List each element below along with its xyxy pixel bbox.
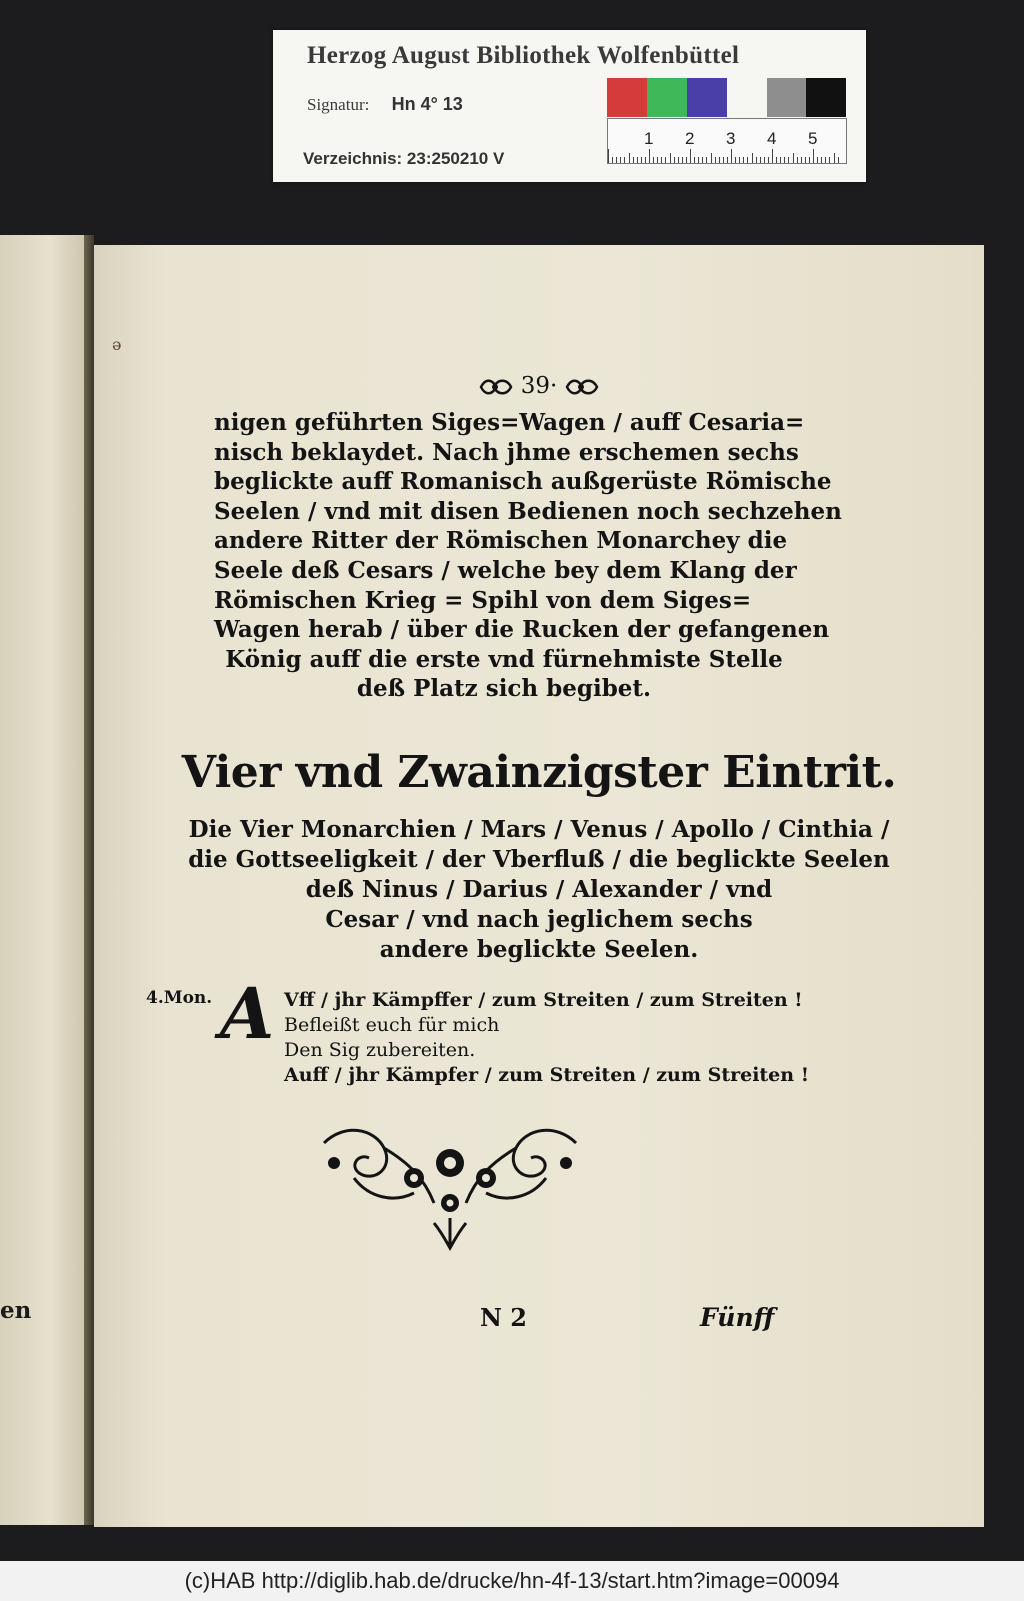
book-page bbox=[94, 245, 984, 1527]
ruler-tick bbox=[637, 157, 638, 163]
ruler-tick bbox=[801, 157, 802, 163]
page-number: 39 bbox=[520, 373, 550, 399]
header-ornament-left-icon bbox=[479, 377, 513, 397]
ruler-tick bbox=[641, 157, 642, 163]
copyright-footer: (c)HAB http://diglib.hab.de/drucke/hn-4f-13/start.htm?image=00094 bbox=[0, 1561, 1024, 1601]
floral-ornament-icon bbox=[314, 1123, 586, 1253]
ruler-tick bbox=[764, 157, 765, 163]
ruler-tick bbox=[723, 157, 724, 163]
verse-line: Vff / jhr Kämpffer / zum Streiten / zum Streiten ! bbox=[284, 989, 803, 1011]
ruler-tick bbox=[838, 157, 839, 163]
color-swatch bbox=[607, 78, 647, 117]
cast-line: die Gottseeligkeit / der Vberfluß / die beglickte Seelen bbox=[188, 846, 890, 873]
ruler-tick bbox=[608, 149, 609, 163]
ruler-tick bbox=[743, 157, 744, 163]
cast-line: deß Ninus / Darius / Alexander / vnd bbox=[305, 876, 773, 903]
ruler-tick bbox=[821, 157, 822, 163]
body-line: König auff die erste vnd fürnehmiste Stelle bbox=[225, 645, 783, 673]
ruler-tick bbox=[715, 157, 716, 163]
ruler-tick bbox=[719, 157, 720, 163]
left-page-edge bbox=[0, 235, 84, 1525]
ruler-tick bbox=[698, 157, 699, 163]
ruler-tick bbox=[731, 149, 732, 163]
ruler-tick bbox=[633, 157, 634, 163]
section-title: Vier vnd Zwainzigster Eintrit. bbox=[181, 747, 897, 798]
ruler-tick bbox=[797, 157, 798, 163]
ruler-tick bbox=[670, 153, 671, 163]
book-gutter bbox=[84, 235, 94, 1525]
ruler-tick bbox=[690, 149, 691, 163]
ruler-number: 3 bbox=[726, 129, 736, 148]
signatur-value: Hn 4° 13 bbox=[391, 94, 463, 114]
ruler-tick bbox=[825, 157, 826, 163]
ruler-tick bbox=[653, 157, 654, 163]
ruler-tick bbox=[624, 157, 625, 163]
ruler-tick bbox=[686, 157, 687, 163]
ruler-tick bbox=[813, 149, 814, 163]
ruler-tick bbox=[834, 153, 835, 163]
decorated-initial: A bbox=[219, 972, 275, 1055]
ruler-tick bbox=[682, 157, 683, 163]
verse-line: Befleißt euch für mich bbox=[284, 1014, 500, 1036]
ruler-tick bbox=[784, 157, 785, 163]
page-header: 39· bbox=[94, 373, 984, 399]
ruler-tick bbox=[620, 157, 621, 163]
body-line: Römischen Krieg = Spihl von dem Siges= bbox=[214, 586, 752, 614]
body-line: deß Platz sich begibet. bbox=[356, 675, 652, 703]
ruler-tick bbox=[739, 157, 740, 163]
ruler-tick bbox=[678, 157, 679, 163]
ruler-tick bbox=[612, 157, 613, 163]
ruler-tick bbox=[702, 157, 703, 163]
ruler-tick bbox=[665, 157, 666, 163]
cast-line: andere beglickte Seelen. bbox=[379, 936, 699, 963]
header-ornament-right-icon bbox=[565, 377, 599, 397]
left-page-fragment: en bbox=[0, 1297, 32, 1324]
ruler-tick bbox=[674, 157, 675, 163]
ruler-tick bbox=[809, 157, 810, 163]
ruler-tick bbox=[805, 157, 806, 163]
signatur-line bbox=[307, 94, 463, 115]
speaker-label: 4.Mon. bbox=[146, 988, 213, 1008]
library-name: Herzog August Bibliothek Wolfenbüttel bbox=[307, 42, 740, 69]
body-line: andere Ritter der Römischen Monarchey die bbox=[214, 527, 788, 555]
color-swatch bbox=[647, 78, 687, 117]
signature-mark: N 2 bbox=[480, 1303, 527, 1332]
ruler-tick bbox=[661, 157, 662, 163]
color-swatch bbox=[767, 78, 807, 117]
body-line: Seelen / vnd mit disen Bedienen noch sechzehen bbox=[214, 497, 842, 525]
ruler-tick bbox=[829, 157, 830, 163]
signatur-label: Signatur: bbox=[307, 95, 370, 114]
cast-list bbox=[94, 815, 984, 965]
verse bbox=[284, 988, 809, 1088]
ruler-number: 1 bbox=[644, 129, 654, 148]
body-line: Wagen herab / über die Rucken der gefangenen bbox=[214, 616, 830, 644]
body-line: beglickte auff Romanisch außgerüste Römische bbox=[214, 468, 832, 496]
ruler-tick bbox=[780, 157, 781, 163]
ruler-tick bbox=[616, 157, 617, 163]
verse-line: Den Sig zubereiten. bbox=[284, 1039, 476, 1061]
ruler-tick bbox=[752, 153, 753, 163]
ruler-tick bbox=[772, 149, 773, 163]
ruler-number: 5 bbox=[808, 129, 818, 148]
color-calibration-strip bbox=[607, 78, 845, 117]
ruler-tick bbox=[817, 157, 818, 163]
ruler-tick bbox=[706, 157, 707, 163]
verzeichnis-number: Verzeichnis: 23:250210 V bbox=[303, 149, 505, 168]
body-line: nigen geführten Siges=Wagen / auff Cesaria= bbox=[214, 409, 805, 436]
verse-line: Auff / jhr Kämpfer / zum Streiten / zum Streiten ! bbox=[284, 1064, 810, 1086]
ruler-tick bbox=[694, 157, 695, 163]
ruler-tick bbox=[776, 157, 777, 163]
ruler-tick bbox=[788, 157, 789, 163]
ruler-tick bbox=[629, 153, 630, 163]
margin-mark: ə bbox=[112, 335, 122, 354]
ruler-tick bbox=[735, 157, 736, 163]
ruler-number: 2 bbox=[685, 129, 695, 148]
ruler-tick bbox=[727, 157, 728, 163]
scale-ruler bbox=[607, 118, 847, 164]
catchword: Fünff bbox=[700, 1303, 775, 1332]
ruler-number: 4 bbox=[767, 129, 777, 148]
ruler-tick bbox=[711, 153, 712, 163]
body-line: nisch beklaydet. Nach jhme erschemen sechs bbox=[214, 438, 799, 466]
cast-line: Cesar / vnd nach jeglichem sechs bbox=[325, 906, 753, 933]
ruler-tick bbox=[793, 153, 794, 163]
body-line: Seele deß Cesars / welche bey dem Klang der bbox=[214, 556, 797, 584]
ruler-tick bbox=[645, 157, 646, 163]
body-text bbox=[214, 408, 842, 704]
ruler-tick bbox=[756, 157, 757, 163]
ruler-tick bbox=[768, 157, 769, 163]
ruler-tick bbox=[760, 157, 761, 163]
ruler-tick bbox=[657, 157, 658, 163]
cast-line: Die Vier Monarchien / Mars / Venus / Apollo / Cinthia / bbox=[188, 816, 890, 843]
catalog-label bbox=[273, 30, 866, 182]
ruler-tick bbox=[649, 149, 650, 163]
color-swatch bbox=[806, 78, 846, 117]
ruler-tick bbox=[747, 157, 748, 163]
color-swatch bbox=[687, 78, 727, 117]
